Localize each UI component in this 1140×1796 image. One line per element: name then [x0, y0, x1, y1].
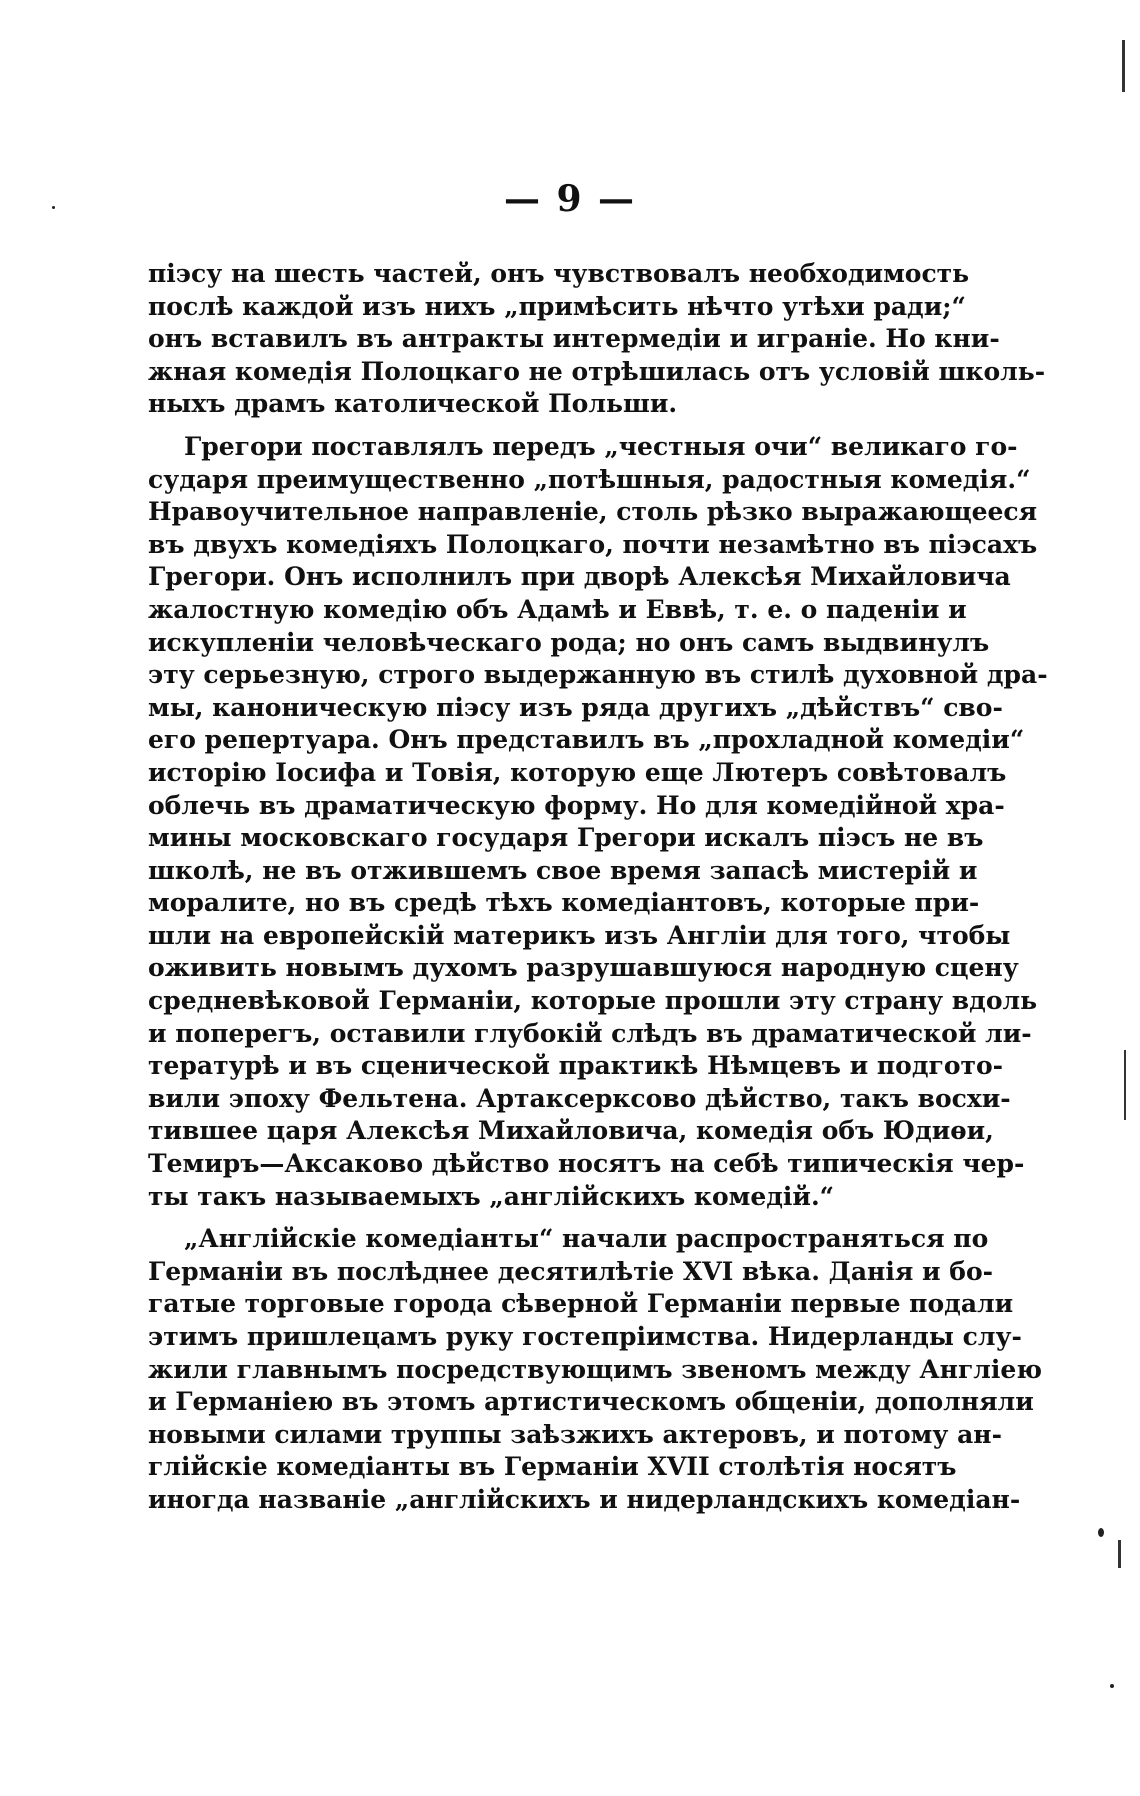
text-line: облечь въ драматическую форму. Но для комедійной хра- — [148, 790, 1005, 820]
text-line: иногда названіе „англійскихъ и нидерландскихъ комедіан- — [148, 1484, 1021, 1514]
body-text — [148, 258, 1048, 1517]
text-line: средневѣковой Германіи, которые прошли эту страну вдоль — [148, 986, 1038, 1016]
text-line: жная комедія Полоцкаго не отрѣшилась отъ условій школь- — [148, 356, 1046, 386]
scan-speck — [1098, 1528, 1104, 1537]
text-line: сударя преимущественно „потѣшныя, радостныя комедія.“ — [148, 464, 1031, 494]
scan-speck — [1110, 1684, 1114, 1688]
text-line: его репертуара. Онъ представилъ въ „прохладной комедіи“ — [148, 725, 1025, 755]
text-line: и Германіею въ этомъ артистическомъ общеніи, дополняли — [148, 1387, 1034, 1417]
text-line: жалостную комедію объ Адамѣ и Еввѣ, т. е. о паденіи и — [148, 594, 967, 624]
text-line: оживить новымъ духомъ разрушавшуюся народную сцену — [148, 953, 1019, 983]
scan-mark — [1124, 1050, 1126, 1120]
paragraph-3 — [148, 1223, 1042, 1516]
text-line: Грегори поставлялъ передъ „честныя очи“ великаго го- — [184, 431, 1018, 461]
paragraph-gap — [148, 1213, 938, 1223]
text-line: новыми силами труппы заѣзжихъ актеровъ, и потому ан- — [148, 1419, 1002, 1449]
paragraph-2 — [148, 431, 1048, 1213]
text-line: вили эпоху Фельтена. Артаксерксово дѣйство, такъ восхи- — [148, 1083, 1011, 1113]
text-line: онъ вставилъ въ антракты интермедіи и играніе. Но кни- — [148, 324, 1000, 354]
page-number: — 9 — — [503, 178, 637, 220]
text-line: и поперегъ, оставили глубокій слѣдъ въ драматической ли- — [148, 1018, 1032, 1048]
text-line: мы, каноническую піэсу изъ ряда другихъ „дѣйствъ“ сво- — [148, 692, 1003, 722]
text-line: піэсу на шесть частей, онъ чувствовалъ необходимость — [148, 259, 970, 288]
text-line: въ двухъ комедіяхъ Полоцкаго, почти незамѣтно въ піэсахъ — [148, 529, 1038, 559]
text-line: жили главнымъ посредствующимъ звеномъ между Англіею — [148, 1354, 1042, 1384]
text-line: гатые торговые города сѣверной Германіи первые подали — [148, 1289, 1014, 1319]
text-line: Темиръ—Аксаково дѣйство носятъ на себѣ типическія чер- — [148, 1149, 1025, 1179]
text-line: тившее царя Алексѣя Михайловича, комедія объ Юдиѳи, — [148, 1116, 994, 1146]
text-line: глійскіе комедіанты въ Германіи XVII столѣтія носятъ — [148, 1452, 957, 1482]
text-line: мины московскаго государя Грегори искалъ піэсъ не въ — [148, 823, 984, 853]
text-line: Нравоучительное направленіе, столь рѣзко выражающееся — [148, 497, 1038, 527]
text-line: тературѣ и въ сценической практикѣ Нѣмцевъ и подгото- — [148, 1051, 1004, 1081]
paragraph-1 — [148, 258, 1046, 421]
scan-speck — [52, 206, 55, 209]
text-line: „Англійскіе комедіанты“ начали распространяться по — [184, 1224, 989, 1254]
text-line: моралите, но въ средѣ тѣхъ комедіантовъ, которые при- — [148, 888, 980, 918]
text-line: эту серьезную, строго выдержанную въ стилѣ духовной дра- — [148, 660, 1048, 690]
text-line: Германіи въ послѣднее десятилѣтіе XVI вѣка. Данія и бо- — [148, 1256, 993, 1286]
text-line: этимъ пришлецамъ руку гостепріимства. Нидерланды слу- — [148, 1322, 1022, 1351]
text-line: ныхъ драмъ католической Польши. — [148, 389, 678, 419]
text-line: ты такъ называемыхъ „англійскихъ комедій.“ — [148, 1181, 835, 1211]
text-line: Грегори. Онъ исполнилъ при дворѣ Алексѣя Михайловича — [148, 562, 1011, 592]
text-line: шли на европейскій материкъ изъ Англіи для того, чтобы — [148, 920, 1011, 950]
scan-mark — [1118, 1540, 1121, 1568]
text-line: искупленіи человѣческаго рода; но онъ самъ выдвинулъ — [148, 627, 990, 657]
paragraph-gap — [148, 421, 938, 431]
text-line: исторію Іосифа и Товія, которую еще Лютеръ совѣтовалъ — [148, 757, 1007, 787]
scan-mark — [1122, 40, 1125, 92]
text-line: послѣ каждой изъ нихъ „примѣсить нѣчто утѣхи ради;“ — [148, 291, 966, 321]
text-line: школѣ, не въ отжившемъ свое время запасѣ мистерій и — [148, 855, 978, 885]
